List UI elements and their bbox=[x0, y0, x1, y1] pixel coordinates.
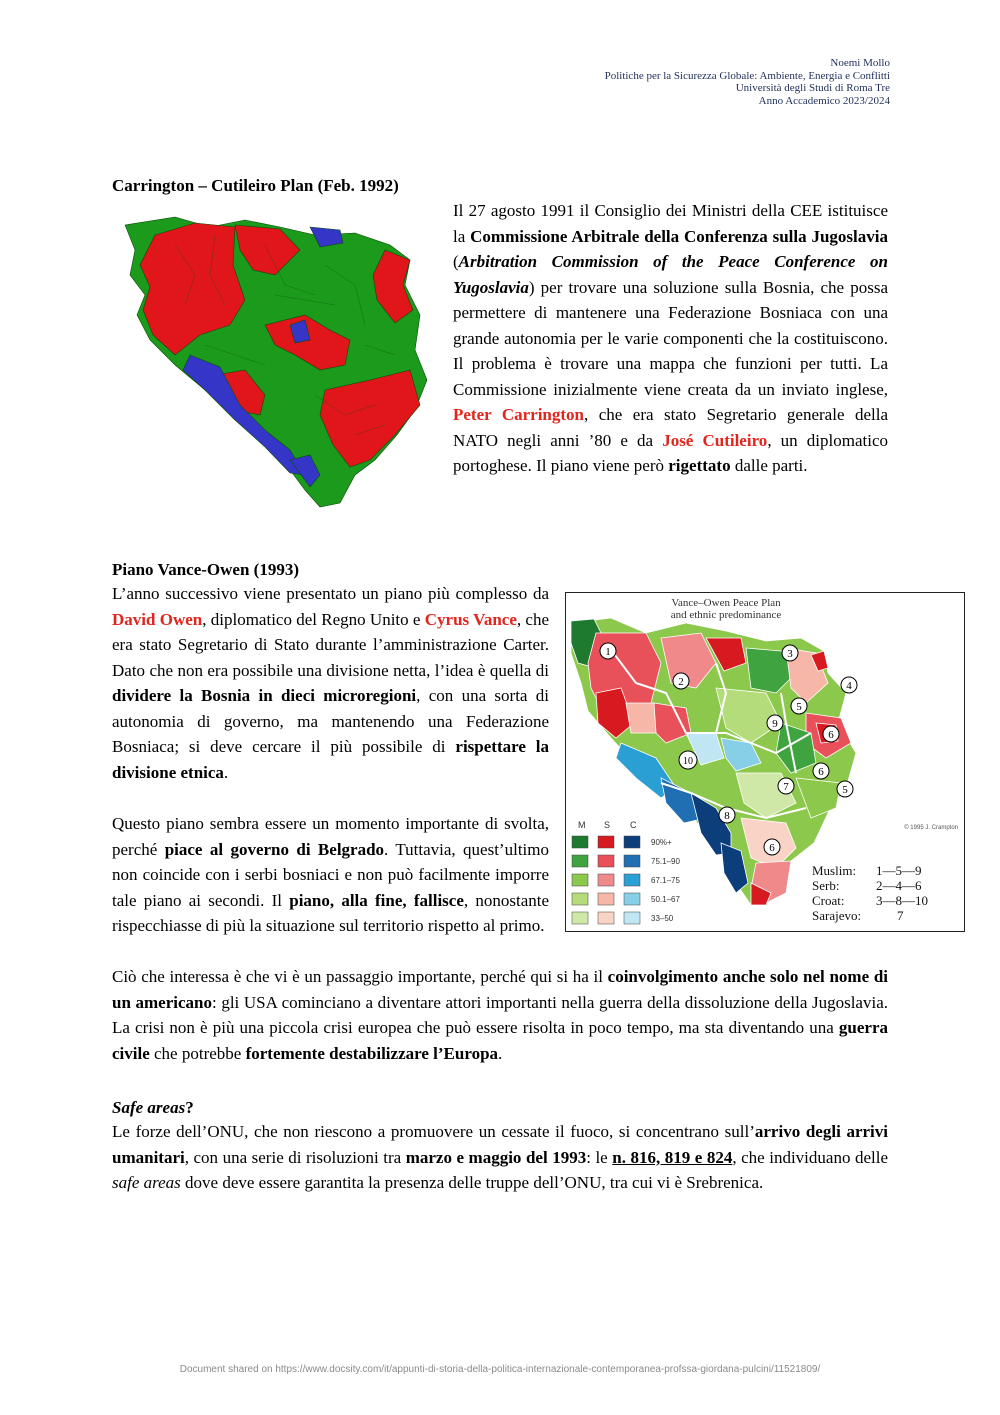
region-number-8: 8 bbox=[724, 810, 730, 822]
paragraph-vance-owen-2: Questo piano sembra essere un momento importante di svolta, perché piace al governo di Belgrado. Tuttavia, quest’ultimo non coincide con i serbi bosniaci e non può facilmente imporre tale piano ai secondi. Il piano, alla fine, fallisce, nonostante rispecchiasse di più la situazione sul territorio rispetto al primo. bbox=[112, 814, 550, 935]
key-croat-label: Croat: bbox=[812, 893, 845, 908]
legend-swatch-croat-4 bbox=[624, 893, 640, 905]
section-title-vance-owen: Piano Vance-Owen (1993) bbox=[112, 560, 299, 579]
header-author: Noemi Mollo bbox=[830, 57, 890, 69]
legend-swatch-muslim-3 bbox=[572, 874, 588, 886]
name-jose-cutileiro: José Cutileiro bbox=[662, 430, 768, 450]
paragraph-safe-areas: Le forze dell’ONU, che non riescono a promuovere un cessate il fuoco, si concentrano sull’arrivo degli arrivi umanitari, con una serie di risoluzioni tra marzo e maggio del 1993: le n. 816, 819 e 824, che individuano delle safe areas dove deve essere garantita la presenza delle truppe dell’ONU, tra cui vi è Srebrenica. bbox=[112, 1122, 889, 1192]
region-number-7: 7 bbox=[783, 781, 789, 793]
region-number-6: 6 bbox=[828, 729, 834, 741]
name-david-owen: David Owen bbox=[112, 609, 203, 629]
resolution-numbers: n. 816, 819 e 824 bbox=[612, 1147, 733, 1167]
legend-swatch-croat-1 bbox=[624, 836, 640, 848]
docsity-footer: Document shared on https://www.docsity.com/it/appunti-di-storia-della-politica-internazionale-contemporanea-profssa-giordana-pulcini/11521809/ bbox=[179, 1364, 821, 1375]
region-number-5: 5 bbox=[796, 701, 802, 713]
paragraph-vance-owen-3: Ciò che interessa è che vi è un passaggio importante, perché qui si ha il coinvolgimento anche solo nel nome di un americano: gli USA cominciano a diventare attori importanti nella guerra della dissoluzione della Jugoslavia. La crisi non è più una piccola crisi europea che può essere risolta in poco tempo, ma sta diventando una guerra civile che potrebbe fortemente destabilizzare l’Europa. bbox=[112, 967, 888, 1063]
legend-col-croat: C bbox=[630, 820, 637, 830]
key-sarajevo-label: Sarajevo: bbox=[812, 908, 862, 923]
legend-col-muslim: M bbox=[578, 820, 586, 830]
region-number-3: 3 bbox=[787, 648, 793, 660]
key-croat-value: 3—8—10 bbox=[876, 893, 928, 908]
map2-copyright: © 1995 J. Crampton bbox=[904, 825, 958, 831]
legend-col-serb: S bbox=[604, 820, 611, 830]
legend-swatch-croat-2 bbox=[624, 855, 640, 867]
legend-swatch-muslim-2 bbox=[572, 855, 588, 867]
legend-swatch-muslim-5 bbox=[572, 912, 588, 924]
carrington-cutileiro-map bbox=[115, 205, 435, 515]
section-title-carrington: Carrington – Cutileiro Plan (Feb. 1992) bbox=[112, 176, 399, 195]
name-cyrus-vance: Cyrus Vance bbox=[424, 609, 517, 629]
region-number-6b: 6 bbox=[769, 842, 775, 854]
legend-range-4: 50.1–67 bbox=[651, 895, 680, 904]
legend-swatch-serb-2 bbox=[598, 855, 614, 867]
region-number-5b: 5 bbox=[842, 784, 848, 796]
key-muslim-label: Muslim: bbox=[812, 863, 857, 878]
legend-range-5: 33–50 bbox=[651, 914, 674, 923]
region-number-4: 4 bbox=[846, 680, 852, 692]
name-peter-carrington: Peter Carrington bbox=[453, 405, 585, 424]
vance-owen-map bbox=[566, 593, 964, 931]
region-number-10: 10 bbox=[683, 756, 693, 767]
legend-range-3: 67.1–75 bbox=[651, 876, 680, 885]
legend-swatch-serb-5 bbox=[598, 912, 614, 924]
legend-range-2: 75.1–90 bbox=[651, 857, 680, 866]
key-muslim-value: 1—5—9 bbox=[876, 863, 922, 878]
paragraph-carrington: Il 27 agosto 1991 il Consiglio dei Ministri della CEE istituisce la Commissione Arbitrale della Conferenza sulla Jugoslavia (Arbitration Commission of the Peace Conference on Yugoslavia) per trovare una soluzione sulla Bosnia, che possa permettere di mantenere una Federazione Bosniaca con una grande autonomia per le varie componenti che la costituiscono. Il problema è trovare una mappa che funzioni per tutti. La Commissione inizialmente viene creata da un inviato inglese, Peter Carrington, che era stato Segretario generale della NATO negli anni ’80 e da José Cutileiro, un diplomatico portoghese. Il piano viene però rigettato dalle parti. bbox=[453, 201, 888, 475]
document-header bbox=[390, 57, 890, 107]
map2-title-line2: and ethnic predominance bbox=[670, 609, 782, 621]
key-serb-value: 2—4—6 bbox=[876, 878, 922, 893]
vance-owen-map-figure bbox=[565, 592, 965, 932]
region-number-9: 9 bbox=[772, 718, 778, 730]
map2-title-line1: Vance–Owen Peace Plan bbox=[671, 597, 781, 609]
key-sarajevo-value: 7 bbox=[897, 908, 904, 923]
header-university: Università degli Studi di Roma Tre bbox=[735, 82, 890, 94]
legend-swatches bbox=[572, 836, 640, 924]
legend-swatch-serb-3 bbox=[598, 874, 614, 886]
header-course: Politiche per la Sicurezza Globale: Ambiente, Energia e Conflitti bbox=[604, 69, 890, 82]
legend-range-1: 90%+ bbox=[651, 838, 672, 847]
key-serb-label: Serb: bbox=[812, 878, 840, 893]
region-number-6c: 6 bbox=[818, 766, 824, 778]
legend-swatch-serb-4 bbox=[598, 893, 614, 905]
legend-swatch-muslim-1 bbox=[572, 836, 588, 848]
section-title-safe-areas: Safe areas? bbox=[112, 1098, 194, 1117]
legend-swatch-serb-1 bbox=[598, 836, 614, 848]
region-number-1: 1 bbox=[605, 646, 611, 658]
paragraph-vance-owen-1: L’anno successivo viene presentato un piano più complesso da David Owen, diplomatico del Regno Unito e Cyrus Vance, che era stato Segretario di Stato durante l’amministrazione Carter. Dato che non era possibile una divisione netta, l’idea è quella di dividere la Bosnia in dieci microregioni, con una sorta di autonomia di governo, ma mantenendo una Federazione Bosniaca; si deve cercare il più possibile di rispettare la divisione etnica. bbox=[112, 584, 550, 782]
legend-swatch-croat-3 bbox=[624, 874, 640, 886]
header-year: Anno Accademico 2023/2024 bbox=[758, 94, 890, 107]
legend-swatch-croat-5 bbox=[624, 912, 640, 924]
region-number-2: 2 bbox=[678, 676, 684, 688]
legend-swatch-muslim-4 bbox=[572, 893, 588, 905]
